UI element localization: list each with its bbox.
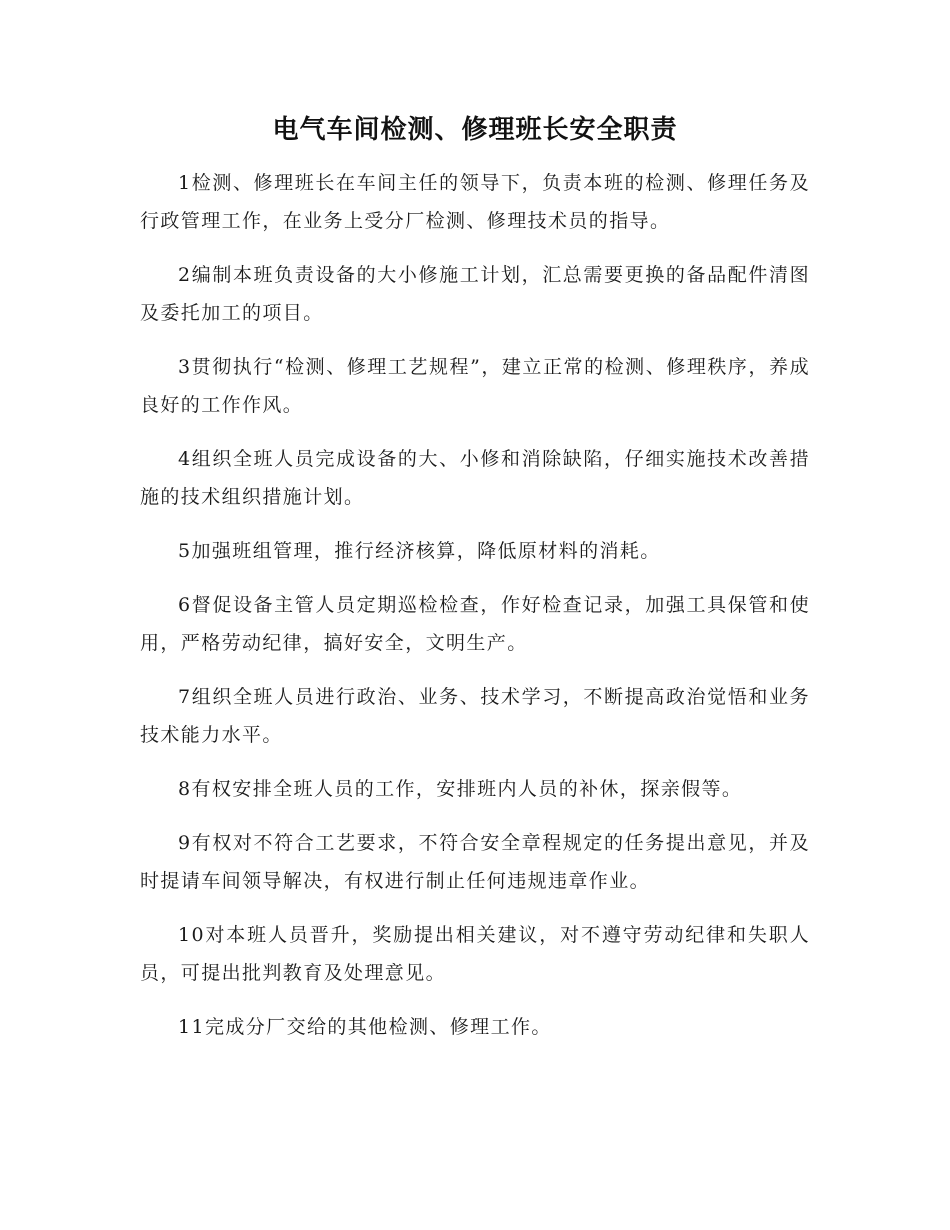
paragraph-1: 1检测、修理班长在车间主任的领导下，负责本班的检测、修理任务及行政管理工作，在业务上受分厂检测、修理技术员的指导。 [140,172,810,232]
document-body [140,164,810,1062]
paragraph-5: 5加强班组管理，推行经济核算，降低原材料的消耗。 [178,540,661,562]
paragraph-7: 7组织全班人员进行政治、业务、技术学习，不断提高政治觉悟和业务技术能力水平。 [140,686,810,746]
paragraph-9: 9有权对不符合工艺要求，不符合安全章程规定的任务提出意见，并及时提请车间领导解决，有权进行制止任何违规违章作业。 [140,832,810,892]
paragraph-6: 6督促设备主管人员定期巡检检查，作好检查记录，加强工具保管和使用，严格劳动纪律，搞好安全，文明生产。 [140,594,810,654]
document-title: 电气车间检测、修理班长安全职责 [272,115,678,145]
paragraph-2: 2编制本班负责设备的大小修施工计划，汇总需要更换的备品配件清图及委托加工的项目。 [140,264,810,324]
paragraph-8: 8有权安排全班人员的工作，安排班内人员的补休，探亲假等。 [178,778,743,800]
paragraph-4: 4组织全班人员完成设备的大、小修和消除缺陷，仔细实施技术改善措施的技术组织措施计划。 [140,448,810,508]
paragraph-3: 3贯彻执行“检测、修理工艺规程”，建立正常的检测、修理秩序，养成良好的工作作风。 [140,356,810,416]
paragraph-11: 11完成分厂交给的其他检测、修理工作。 [178,1016,552,1038]
paragraph-10: 10对本班人员晋升，奖励提出相关建议，对不遵守劳动纪律和失职人员，可提出批判教育及处理意见。 [140,924,810,984]
